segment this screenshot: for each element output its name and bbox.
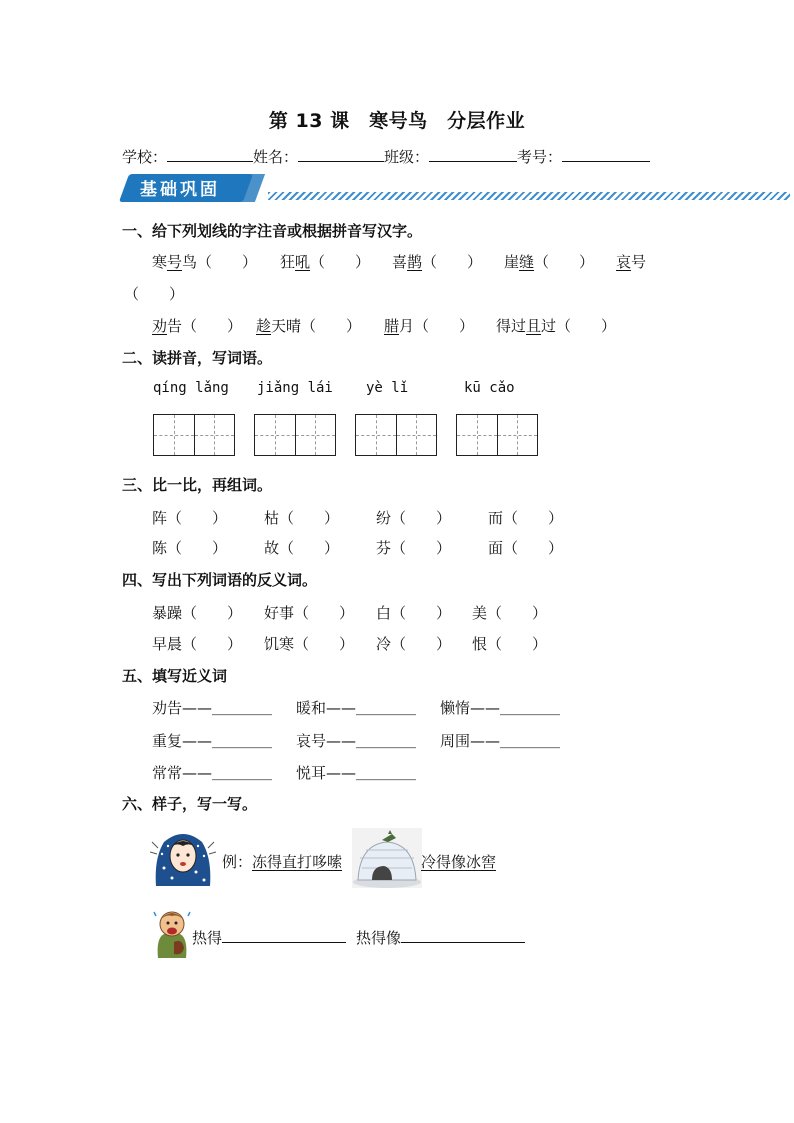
q1-item: 劝告（ ） (152, 317, 243, 335)
q1-item: 趁天晴（ ） (256, 317, 362, 335)
hot-person-image (152, 908, 192, 960)
antonym-item: 恨（ ） (472, 635, 548, 653)
banner-label: 基础巩固 (140, 180, 220, 200)
q1-item: 腊月（ ） (384, 317, 475, 335)
class-field[interactable] (429, 147, 517, 162)
synonym-item: 暖和——＿＿＿＿ (296, 699, 417, 717)
synonym-item: 悦耳——＿＿＿＿ (296, 764, 417, 782)
writing-grid[interactable] (355, 414, 437, 456)
synonym-item: 重复——＿＿＿＿ (152, 732, 273, 750)
compare-item: 纷（ ） (376, 509, 452, 527)
synonym-item: 懒惰——＿＿＿＿ (440, 699, 561, 717)
q4-row1 (152, 602, 592, 624)
name-label: 姓名： (253, 148, 299, 166)
q1-row1 (152, 251, 672, 273)
pinyin-label: kū cǎo (464, 380, 515, 396)
q6-heading: 六、样子，写一写。 (122, 795, 258, 813)
hot-prompt-2: 热得像 (356, 929, 402, 947)
q4-heading: 四、写出下列词语的反义词。 (122, 571, 318, 589)
name-field[interactable] (298, 147, 384, 162)
q5-row3 (152, 762, 592, 784)
q6-example-line (222, 851, 342, 872)
hot-answer-1-field[interactable] (222, 942, 346, 943)
q1-item: 狂吼（ ） (280, 253, 371, 271)
q1-item: 喜鹊（ ） (392, 253, 483, 271)
q5-heading: 五、填写近义词 (122, 667, 228, 685)
q1-heading: 一、给下列划线的字注音或根据拼音写汉字。 (122, 222, 423, 240)
q6-answer-line (192, 927, 525, 948)
synonym-item: 劝告——＿＿＿＿ (152, 699, 273, 717)
pinyin-label: yè lǐ (366, 380, 409, 396)
antonym-item: 白（ ） (376, 604, 452, 622)
banner-stripe (268, 192, 790, 200)
q1-item: 崖缝（ ） (504, 253, 595, 271)
compare-item: 芬（ ） (376, 539, 452, 557)
compare-item: 故（ ） (264, 539, 340, 557)
q2-heading: 二、读拼音，写词语。 (122, 349, 273, 367)
exam-no-label: 考号： (517, 148, 563, 166)
compare-item: 面（ ） (488, 539, 564, 557)
pinyin-label: qíng lǎng (153, 380, 229, 396)
q5-row2 (152, 730, 592, 752)
page-title: 第 13 课 寒号鸟 分层作业 (268, 110, 526, 132)
synonym-item: 哀号——＿＿＿＿ (296, 732, 417, 750)
exam-no-field[interactable] (562, 147, 650, 162)
section-banner (118, 170, 678, 204)
writing-grid[interactable] (254, 414, 336, 456)
q4-row2 (152, 633, 592, 655)
writing-grid[interactable] (456, 414, 538, 456)
student-info-line (122, 146, 650, 167)
q5-row1 (152, 697, 592, 719)
school-label: 学校： (122, 148, 168, 166)
compare-item: 陈（ ） (152, 539, 228, 557)
q3-heading: 三、比一比，再组词。 (122, 476, 273, 494)
example-phrase-1: 冻得直打哆嗦 (252, 853, 343, 871)
hot-prompt-1: 热得 (192, 929, 223, 947)
igloo-image (352, 828, 422, 888)
antonym-item: 好事（ ） (264, 604, 355, 622)
cold-person-image (150, 828, 216, 888)
antonym-item: 美（ ） (472, 604, 548, 622)
q1-wrap: （ ） (124, 285, 185, 303)
school-field[interactable] (167, 147, 253, 162)
antonym-item: 暴躁（ ） (152, 604, 243, 622)
class-label: 班级： (384, 148, 430, 166)
compare-item: 而（ ） (488, 509, 564, 527)
q1-row2 (152, 315, 672, 337)
antonym-item: 冷（ ） (376, 635, 452, 653)
q1-item: 寒号鸟（ ） (152, 253, 258, 271)
q3-row2 (152, 537, 592, 559)
writing-grid[interactable] (153, 414, 235, 456)
example-phrase-2: 冷得像冰窖 (421, 853, 497, 871)
q6-example-line-2 (421, 851, 496, 872)
hot-answer-2-field[interactable] (401, 942, 525, 943)
antonym-item: 饥寒（ ） (264, 635, 355, 653)
synonym-item: 常常——＿＿＿＿ (152, 764, 273, 782)
compare-item: 阵（ ） (152, 509, 228, 527)
q1-item: 得过且过（ ） (496, 317, 617, 335)
pinyin-label: jiǎng lái (257, 380, 333, 396)
synonym-item: 周围——＿＿＿＿ (440, 732, 561, 750)
q1-item: 哀号 (616, 253, 647, 271)
q3-row1 (152, 507, 592, 529)
compare-item: 枯（ ） (264, 509, 340, 527)
example-prefix: 例： (222, 853, 253, 871)
antonym-item: 早晨（ ） (152, 635, 243, 653)
